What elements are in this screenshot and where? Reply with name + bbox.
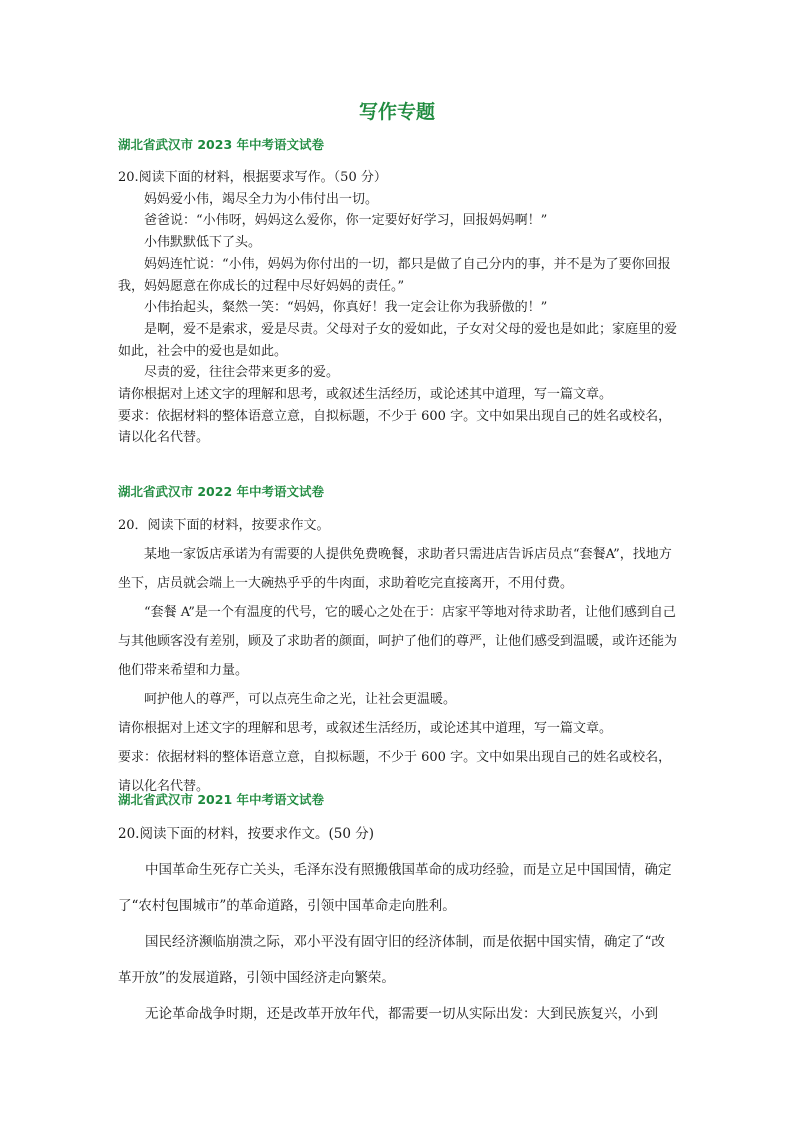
- material-paragraph: 小伟默默低下了头。: [144, 235, 262, 251]
- material-paragraph: 爸爸说：“小伟呀，妈妈这么爱你，你一定要好好学习，回报妈妈啊！”: [144, 213, 548, 229]
- question-prompt: 20.阅读下面的材料，按要求作文。(50 分): [118, 826, 374, 842]
- writing-requirement: 要求：依据材料的整体语意立意，自拟标题，不少于 600 字。文中如果出现自己的姓名或校名，请以化名代替。: [118, 408, 672, 446]
- section-body-2021: [118, 816, 678, 1032]
- material-paragraph: 呵护他人的尊严，可以点亮生命之光，让社会更温暖。: [144, 692, 457, 707]
- writing-instruction: 请你根据对上述文字的理解和思考，或叙述生活经历，或论述其中道理，写一篇文章。: [118, 721, 613, 736]
- section-header-2021: 湖北省武汉市 2021 年中考语文试卷: [118, 792, 324, 807]
- material-paragraph: 无论革命战争时期，还是改革开放年代，都需要一切从实际出发：大到民族复兴，小到: [145, 1006, 658, 1022]
- section-body-2022: [118, 511, 678, 801]
- writing-instruction: 请你根据对上述文字的理解和思考，或叙述生活经历，或论述其中道理，写一篇文章。: [118, 387, 613, 403]
- section-body-2023: [118, 167, 678, 449]
- material-paragraph: 尽责的爱，往往会带来更多的爱。: [144, 365, 340, 381]
- material-paragraph: 是啊，爱不是索求，爱是尽责。父母对子女的爱如此，子女对父母的爱也是如此；家庭里的爱如此，社会中的爱也是如此。: [118, 321, 678, 359]
- section-header-2023: 湖北省武汉市 2023 年中考语文试卷: [118, 137, 324, 152]
- question-prompt: 20.阅读下面的材料，根据要求写作。（50 分）: [118, 170, 387, 185]
- material-paragraph: 妈妈连忙说：“小伟，妈妈为你付出的一切，都只是做了自己分内的事，并不是为了要你回报我，妈妈愿意在你成长的过程中尽好妈妈的责任。”: [118, 256, 671, 294]
- page-title: 写作专题: [358, 101, 435, 123]
- writing-requirement: 要求：依据材料的整体语意立意，自拟标题，不少于 600 字。文中如果出现自己的姓名或校名，请以化名代替。: [118, 750, 672, 794]
- material-paragraph: 某地一家饭店承诺为有需要的人提供免费晚餐，求助者只需进店告诉店员点“套餐A”，找地方坐下，店员就会端上一大碗热乎乎的牛肉面，求助着吃完直接离开，不用付费。: [118, 547, 672, 591]
- material-paragraph: 妈妈爱小伟，竭尽全力为小伟付出一切。: [144, 191, 379, 207]
- material-paragraph: “套餐 A”是一个有温度的代号，它的暖心之处在于：店家平等地对待求助者，让他们感到自己与其他顾客没有差别，顾及了求助者的颜面，呵护了他们的尊严，让他们感受到温暖，或许还能为他们带来希望和力量。: [118, 605, 678, 678]
- material-paragraph: 国民经济濒临崩溃之际，邓小平没有固守旧的经济体制，而是依据中国实情，确定了“改革开放”的发展道路，引领中国经济走向繁荣。: [118, 934, 665, 986]
- material-paragraph: 中国革命生死存亡关头，毛泽东没有照搬俄国革命的成功经验，而是立足中国国情，确定了“农村包围城市”的革命道路，引领中国革命走向胜利。: [118, 862, 672, 914]
- material-paragraph: 小伟抬起头，粲然一笑：“妈妈，你真好！我一定会让你为我骄傲的！”: [144, 300, 548, 316]
- question-prompt: 20．阅读下面的材料，按要求作文。: [118, 518, 330, 533]
- section-header-2022: 湖北省武汉市 2022 年中考语文试卷: [118, 484, 324, 499]
